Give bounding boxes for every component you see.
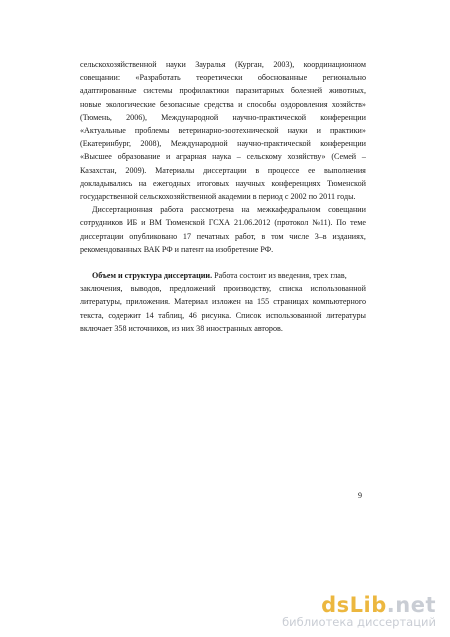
word: сельскому xyxy=(246,152,282,162)
word: ежегодных xyxy=(153,178,191,188)
watermark-subtitle: библиотека диссертаций xyxy=(282,615,436,629)
word: текста, xyxy=(80,310,104,320)
word: научных xyxy=(235,178,266,188)
structure-first-line xyxy=(80,269,366,282)
word: 46 xyxy=(188,310,197,320)
word: 2009). xyxy=(125,165,147,175)
word: (Тюмень, xyxy=(80,112,112,122)
word: на xyxy=(138,178,147,188)
text-line xyxy=(80,295,366,308)
word: теоретически xyxy=(196,73,243,83)
word: предложений xyxy=(169,284,216,294)
word: координационном xyxy=(303,60,366,69)
word: 21.06.2012 xyxy=(234,218,271,228)
word: (протокол xyxy=(274,218,309,228)
word: ИБ xyxy=(126,218,138,228)
paragraph-lines xyxy=(80,58,366,256)
text-line xyxy=(80,98,366,111)
word: Международной xyxy=(170,139,228,149)
text-line xyxy=(80,216,366,229)
word: рассмотрена xyxy=(190,205,234,215)
word: профилактики xyxy=(179,86,229,96)
word: содержит xyxy=(108,310,141,320)
word: Зауралья xyxy=(195,60,226,69)
text-line xyxy=(80,124,366,137)
word: «Высшее xyxy=(80,152,112,162)
word: науки xyxy=(165,60,186,69)
word: работа xyxy=(160,205,184,215)
structure-lines xyxy=(80,282,366,335)
word: системы xyxy=(143,86,173,96)
word: 2006), xyxy=(126,112,147,122)
word: использованной xyxy=(310,284,366,294)
word: животных, xyxy=(328,86,366,96)
word: Материал xyxy=(174,297,208,307)
word: изданиях, xyxy=(332,231,366,241)
word: Международной xyxy=(161,112,219,122)
word: (Семей xyxy=(331,152,357,162)
word: таблиц, xyxy=(158,310,185,320)
word: в xyxy=(255,165,260,175)
word: в xyxy=(261,231,266,241)
word: выполнения xyxy=(324,165,366,175)
word: науки xyxy=(287,126,308,136)
text-line xyxy=(80,309,366,322)
text-line-content: включает 358 источников, из них 38 иностранных авторов. xyxy=(80,323,283,333)
text-line xyxy=(80,230,366,243)
word: новые xyxy=(80,99,102,109)
word: – xyxy=(361,152,366,162)
word: литературы xyxy=(326,310,366,320)
word: экологические xyxy=(105,99,156,109)
word: обоснованные xyxy=(257,73,308,83)
text-line xyxy=(80,243,366,256)
word: ветеринарно-зоотехнической xyxy=(178,126,279,136)
watermark-logo xyxy=(282,594,436,616)
word: диссертации xyxy=(80,231,124,241)
word: хозяйству» xyxy=(287,152,326,162)
word: Тюменской xyxy=(326,178,366,188)
word: 155 xyxy=(256,297,270,307)
page-number: 9 xyxy=(358,491,362,500)
word: – xyxy=(236,152,241,162)
word: и xyxy=(238,99,243,109)
structure-first-rest: Работа состоит из введения, трех глав, xyxy=(214,271,347,281)
word: теме xyxy=(350,218,366,228)
word: «Актуальные xyxy=(80,126,126,136)
word: образование xyxy=(117,152,161,162)
word: процессе xyxy=(267,165,300,175)
word: 3–в xyxy=(314,231,327,241)
word: По xyxy=(336,218,347,228)
word: средства xyxy=(204,99,234,109)
word: ВМ xyxy=(149,218,162,228)
word: межкафедральном xyxy=(257,205,321,215)
body-text xyxy=(80,58,366,335)
text-line-content: государственной сельскохозяйственной академии в период с 2002 по 2011 годы. xyxy=(80,192,356,202)
word: числе xyxy=(289,231,309,241)
word: на xyxy=(241,205,250,215)
word: аграрная xyxy=(176,152,207,162)
word: и xyxy=(316,126,321,136)
word: сельскохозяйственной xyxy=(80,60,157,69)
word: использованной xyxy=(265,310,322,320)
word: изложен xyxy=(212,297,241,307)
word: конференции xyxy=(320,139,366,149)
word: ее xyxy=(308,165,316,175)
word: проблемы xyxy=(134,126,170,136)
text-line xyxy=(80,137,366,150)
word: совещании: xyxy=(80,73,121,83)
structure-heading: Объем и структура диссертации. xyxy=(92,271,213,281)
text-line xyxy=(80,282,366,295)
text-line xyxy=(80,177,366,190)
watermark-logo-part1: dsLib xyxy=(321,593,387,617)
word: безопасные xyxy=(159,99,200,109)
watermark xyxy=(282,594,436,629)
word: 2003), xyxy=(273,60,295,69)
word: хозяйств» xyxy=(331,99,366,109)
text-line xyxy=(80,190,366,203)
word: оздоровления xyxy=(280,99,328,109)
word: практики» xyxy=(329,126,366,136)
word: рисунка. xyxy=(201,310,232,320)
paragraph-gap xyxy=(80,256,366,269)
word: выводов, xyxy=(130,284,162,294)
word: компьютерного xyxy=(312,297,366,307)
word: 2008), xyxy=(140,139,162,149)
word: приложения. xyxy=(126,297,171,307)
word: производству, xyxy=(223,284,272,294)
text-line xyxy=(80,322,366,335)
watermark-logo-part2: .net xyxy=(386,593,436,617)
word: 17 xyxy=(182,231,191,241)
text-line xyxy=(80,111,366,124)
text-line xyxy=(80,84,366,97)
word: (Курган, xyxy=(235,60,264,69)
word: диссертации xyxy=(203,165,247,175)
word: наука xyxy=(212,152,232,162)
word: болезней xyxy=(290,86,323,96)
word: Диссертационная xyxy=(92,205,153,215)
text-line-content: рекомендованных ВАК РФ и патент на изобретение РФ. xyxy=(80,244,274,254)
word: страницах xyxy=(273,297,309,307)
word: и xyxy=(141,218,146,228)
word: научно-практической xyxy=(232,112,307,122)
word: адаптированные xyxy=(80,86,137,96)
word: Казахстан, xyxy=(80,165,117,175)
word: работ, xyxy=(235,231,256,241)
word: совещании xyxy=(328,205,366,215)
word: итоговых xyxy=(196,178,230,188)
word: Тюменской xyxy=(165,218,205,228)
word: научно-практической xyxy=(237,139,311,149)
word: литературы, xyxy=(80,297,122,307)
word: 14 xyxy=(145,310,154,320)
word: «Разработать xyxy=(135,73,181,83)
word: и xyxy=(165,152,171,162)
word: на xyxy=(244,297,253,307)
word: том xyxy=(271,231,284,241)
text-line xyxy=(80,58,366,71)
word: Материалы xyxy=(155,165,195,175)
word: списка xyxy=(279,284,303,294)
word: №11). xyxy=(312,218,333,228)
word: ГСХА xyxy=(208,218,231,228)
text-line xyxy=(80,164,366,177)
word: Список xyxy=(235,310,262,320)
word: опубликовано xyxy=(129,231,178,241)
word: паразитарных xyxy=(235,86,285,96)
word: заключения, xyxy=(80,284,123,294)
word: конференции xyxy=(320,112,366,122)
word: регионально xyxy=(322,73,366,83)
text-line xyxy=(80,71,366,84)
word: (Екатеринбург, xyxy=(80,139,132,149)
word: сотрудников xyxy=(80,218,123,228)
word: конференциях xyxy=(271,178,321,188)
word: способы xyxy=(246,99,277,109)
text-line xyxy=(80,203,366,216)
text-line xyxy=(80,150,366,163)
word: докладывались xyxy=(80,178,133,188)
word: печатных xyxy=(196,231,230,241)
